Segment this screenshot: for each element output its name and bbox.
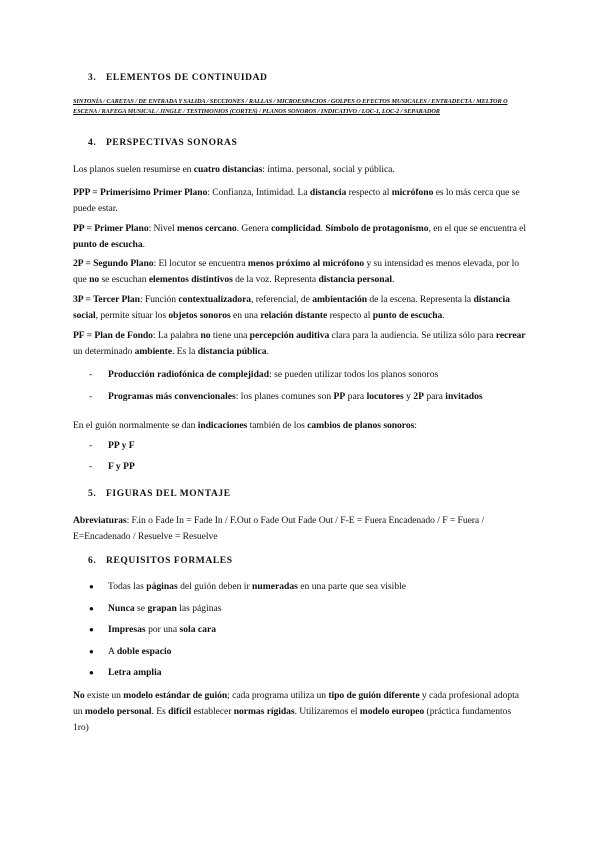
abbreviations: Abreviaturas: F.in o Fade In = Fade In / F.Out o Fade Out Fade Out / F-E = Fuera Encadenado / F = Fuera / E=Encadenado / Resuelve = Resuelve: [73, 515, 485, 542]
2p-definition: 2P = Segundo Plano: El locutor se encuentra menos próximo al micrófono y su intensidad es menos elevada, por lo que no se escuchan elementos distintivos de la voz. Representa distancia personal.: [73, 258, 519, 285]
continuity-tags: SINTONÍA / CARETAS / DE ENTRADA Y SALIDA / SECCIONES / RALLAS / MICROESPACIOS / GOLPES O EFECTOS MUSICALES / ENTRADECTA / MELTOR O ESCENA / RAFEGA MUSICAL / JINGLE / TESTIMONIOS (CORTES) / PLANOS SONOROS / INDICATIVO / LOC-1, LOC-2 / SEPARADOR: [73, 98, 508, 115]
pf-definition: PF = Plan de Fondo: La palabra no tiene una percepción auditiva clara para la audiencia. Se utiliza sólo para recrear un determinado ambiente. Es la distancia pública.: [73, 330, 526, 357]
ppp-definition: PPP = Primerísimo Primer Plano: Confianza, Intimidad. La distancia respecto al micrófono es lo más cerca que se puede estar.: [73, 187, 520, 214]
section-3-heading: 3. ELEMENTOS DE CONTINUIDAD: [88, 73, 268, 83]
closing-paragraph: No existe un modelo estándar de guión; cada programa utiliza un tipo de guión diferente y cada profesional adopta un modelo personal. Es difícil establecer normas rígidas. Utilizaremos el modelo europeo (práctica fundamentos 1ro): [73, 690, 519, 733]
section-4-heading: 4. PERSPECTIVAS SONORAS: [88, 138, 238, 148]
planes-intro: Los planos suelen resumirse en cuatro distancias: íntima. personal, social y pública.: [73, 164, 395, 175]
pp-definition: PP = Primer Plano: Nivel menos cercano. Genera complicidad. Símbolo de protagonismo, en el que se encuentra el punto de escucha.: [73, 223, 526, 250]
3p-definition: 3P = Tercer Plan: Función contextualizadora, referencial, de ambientación de la escena. Representa la distancia social, permite situar los objetos sonoros en una relación distante respecto al punto de escucha.: [73, 294, 510, 321]
guion-indications: En el guión normalmente se dan indicaciones también de los cambios de planos sonoros:: [73, 420, 417, 431]
document-page: 3. ELEMENTOS DE CONTINUIDAD SINTONÍA / CARETAS / DE ENTRADA Y SALIDA / SECCIONES / RALLAS / MICROESPACIOS / GOLPES O EFECTOS MUSICALES / ENTRADECTA / MELTOR O ESCENA / RAFEGA MUSICAL / JINGLE / TESTIMONIOS (CORTES) / PLANOS SONOROS / INDICATIVO / LOC-1, LOC-2 / SEPARADOR 4. PERSPECTIVAS SONORAS Los planos suelen resumirse en cuatro distancias: íntima. personal, social y pública. PPP = Primerísimo Primer Plano: Confianza, Intimidad. La distancia respecto al micrófono es lo más cerca que se puede estar. PP = Primer Plano: Nivel menos cercano. Genera complicidad. Símbolo de protagonismo, en el que se encuentra el punto de escucha. 2P = Segundo Plano: El locutor se encuentra menos próximo al micrófono y su intensidad es menos elevada, por lo que no se escuchan elementos distintivos de la voz. Representa distancia personal. 3P = Tercer Plan: Función contextualizadora, referencial, de ambientación de la escena. Representa la distancia social, permite situar los objetos sonoros en una relación distante respecto al punto de escucha. PF = Plan de Fondo: La palabra no tiene una percepción auditiva clara para la audiencia. Se utiliza sólo para recrear un determinado ambiente. Es la distancia pública. - Producción radiofónica de complejidad: se pueden utilizar todos los planos sonoros - Programas más convencionales: los planes comunes son PP para locutores y 2P para invitados En el guión normalmente se dan indicaciones también de los cambios de planos sonoros: - PP y F - F y PP 5. FIGURAS DEL MONTAJE Abreviaturas: F.in o Fade In = Fade In / F.Out o Fade Out Fade Out / F-E = Fuera Encadenado / F = Fuera / E=Encadenado / Resuelve = Resuelve 6. REQUISITOS FORMALES ● Todas las páginas del guión deben ir numeradas en una parte que sea visible ● Nunca se grapan las páginas ● Impresas por una sola cara ● A doble espacio ● Letra amplia No existe un modelo estándar de guión; cada programa utiliza un tipo de guión diferente y cada profesional adopta un modelo personal. Es difícil establecer normas rígidas. Utilizaremos el modelo europeo (práctica fundamentos 1ro): [0, 0, 600, 848]
section-6-heading: 6. REQUISITOS FORMALES: [88, 556, 233, 566]
section-5-heading: 5. FIGURAS DEL MONTAJE: [88, 489, 231, 499]
